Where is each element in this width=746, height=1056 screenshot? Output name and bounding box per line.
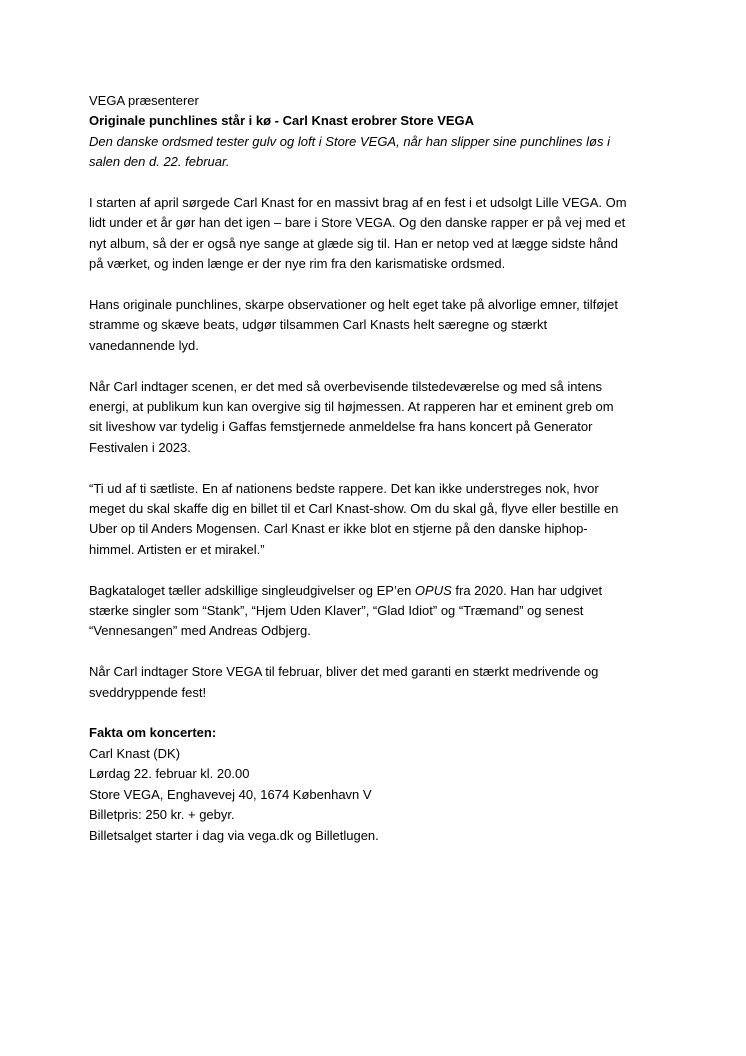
facts-venue: Store VEGA, Enghavevej 40, 1674 København V — [89, 786, 372, 802]
facts-block — [89, 723, 649, 845]
quote-line: meget du skal skaffe dig en billet til et Carl Knast-show. Om du skal gå, flyve eller bestille en — [89, 501, 619, 517]
paragraph-line: lidt under et år gør han det igen – bare i Store VEGA. Og den danske rapper er på vej med et — [89, 215, 626, 231]
paragraph-closing — [89, 662, 649, 703]
facts-artist: Carl Knast (DK) — [89, 745, 181, 761]
paragraph-line: vanedannende lyd. — [89, 337, 199, 353]
subheadline-line: salen den d. 22. februar. — [89, 154, 230, 170]
paragraph-line: Festivalen i 2023. — [89, 439, 191, 455]
paragraph-line: på værket, og inden længe er der nye rim fra den karismatiske ordsmed. — [89, 256, 506, 272]
paragraph-line — [89, 581, 649, 601]
paragraph-line: sveddryppende fest! — [89, 684, 207, 700]
paragraph-sound — [89, 295, 649, 356]
paragraph-line: stærke singler som “Stank”, “Hjem Uden Klaver”, “Glad Idiot” og “Træmand” og senest — [89, 603, 584, 619]
press-release-document — [89, 91, 649, 846]
catalog-text: fra 2020. Han har udgivet — [451, 582, 603, 598]
paragraph-line: stramme og skæve beats, udgør tilsammen Carl Knasts helt særegne og stærkt — [89, 317, 548, 333]
facts-ticket-sale: Billetsalget starter i dag via vega.dk og Billetlugen. — [89, 827, 379, 843]
header-block — [89, 91, 649, 173]
paragraph-line: Når Carl indtager scenen, er det med så overbevisende tilstedeværelse og med så intens — [89, 378, 603, 394]
headline: Originale punchlines står i kø - Carl Knast erobrer Store VEGA — [89, 113, 475, 129]
paragraph-line: “Vennesangen” med Andreas Odbjerg. — [89, 623, 311, 639]
facts-price: Billetpris: 250 kr. + gebyr. — [89, 807, 235, 823]
paragraph-review-quote — [89, 479, 649, 561]
facts-heading: Fakta om koncerten: — [89, 725, 217, 741]
subheadline-line: Den danske ordsmed tester gulv og loft i Store VEGA, når han slipper sine punchlines løs i — [89, 133, 610, 149]
paragraph-line: Hans originale punchlines, skarpe observationer og helt eget take på alvorlige emner, tilføjet — [89, 297, 618, 313]
paragraph-live — [89, 377, 649, 459]
paragraph-intro — [89, 193, 649, 275]
quote-line: himmel. Artisten er et mirakel.” — [89, 541, 265, 557]
ep-title: OPUS — [414, 582, 452, 598]
quote-line: Uber op til Anders Mogensen. Carl Knast er ikke blot en stjerne på den danske hiphop- — [89, 521, 588, 537]
catalog-text: Bagkataloget tæller adskillige singleudgivelser og EP’en — [89, 582, 415, 598]
paragraph-line: Når Carl indtager Store VEGA til februar, bliver det med garanti en stærkt medrivende og — [89, 664, 599, 680]
paragraph-line: sit liveshow var tydelig i Gaffas femstjernede anmeldelse fra hans koncert på Generator — [89, 419, 593, 435]
paragraph-line: nyt album, så der er også nye sange at glæde sig til. Han er netop ved at lægge sidste hånd — [89, 235, 618, 251]
facts-date: Lørdag 22. februar kl. 20.00 — [89, 766, 250, 782]
paragraph-line: I starten af april sørgede Carl Knast for en massivt brag af en fest i et udsolgt Lille VEGA. Om — [89, 195, 627, 211]
quote-line: “Ti ud af ti sætliste. En af nationens bedste rappere. Det kan ikke understreges nok, hvor — [89, 480, 599, 496]
paragraph-line: energi, at publikum kun kan overgive sig til højmessen. At rapperen har et eminent greb om — [89, 399, 614, 415]
presenter-line: VEGA præsenterer — [89, 93, 199, 108]
paragraph-catalog — [89, 581, 649, 642]
